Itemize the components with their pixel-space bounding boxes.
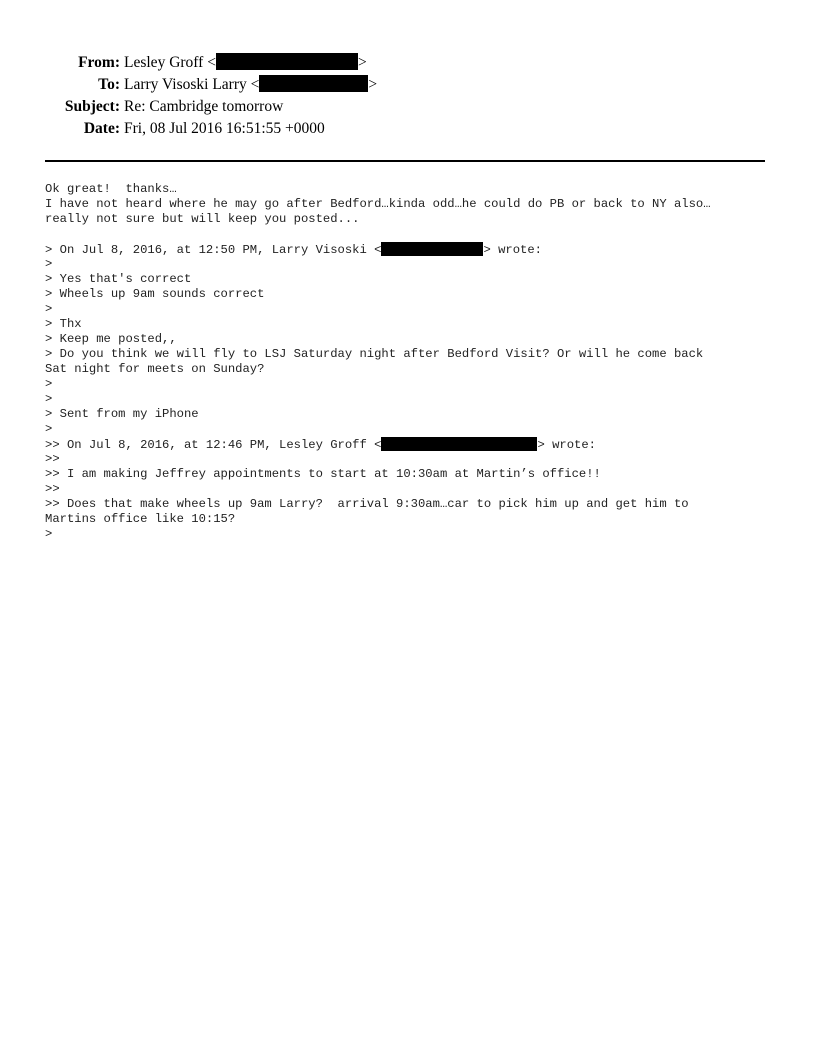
quote-line: >> Does that make wheels up 9am Larry? arrival 9:30am…car to pick him up and get him to [45,497,689,511]
header-divider [45,160,765,162]
quote-line: > Sent from my iPhone [45,407,199,421]
quote-line: > [45,257,53,271]
subject-row [0,96,816,118]
quote-line: > [45,422,53,436]
quote-line: > [45,377,53,391]
body-line: really not sure but will keep you posted... [45,212,360,226]
quote-line: Martins office like 10:15? [45,512,236,526]
subject-label: Subject: [64,98,120,115]
quote1-header-pre: > On Jul 8, 2016, at 12:50 PM, Larry Visoski < [45,243,382,257]
date-label: Date: [83,120,120,137]
to-value [124,74,377,96]
from-row [0,52,816,74]
quote-line: >> [45,452,60,466]
quote2-header-post: > wrote: [537,438,596,452]
subject-value: Re: Cambridge tomorrow [124,98,284,115]
redaction-box [259,75,368,92]
to-label: To: [98,76,120,93]
redaction-box [381,242,483,256]
redaction-box [216,53,358,70]
date-value: Fri, 08 Jul 2016 16:51:55 +0000 [124,120,325,137]
quote-line: >> [45,482,60,496]
quote2-header-pre: >> On Jul 8, 2016, at 12:46 PM, Lesley Groff < [45,438,382,452]
redaction-box [381,437,537,451]
quote-line: > [45,302,53,316]
quote1-header-post: > wrote: [483,243,542,257]
from-name: Lesley Groff < [124,54,216,71]
quote2-header [45,437,770,452]
email-header [0,52,816,140]
to-row [0,74,816,96]
body-line [45,227,770,242]
quote-line: Sat night for meets on Sunday? [45,362,265,376]
quote-line: >> I am making Jeffrey appointments to start at 10:30am at Martin’s office!! [45,467,601,481]
from-value [124,52,367,74]
quote-line: > Do you think we will fly to LSJ Saturday night after Bedford Visit? Or will he come back [45,347,704,361]
from-close: > [357,54,367,71]
to-close: > [368,76,378,93]
body-line: Ok great! thanks… [45,182,177,196]
quote1-header [45,242,770,257]
quote-line: > Wheels up 9am sounds correct [45,287,265,301]
body-line: I have not heard where he may go after Bedford…kinda odd…he could do PB or back to NY also… [45,197,711,211]
quote-line: > Yes that's correct [45,272,192,286]
quote-line: > [45,527,53,541]
quote-line: > Thx [45,317,82,331]
quote-line: > Keep me posted,, [45,332,177,346]
to-name: Larry Visoski Larry < [124,76,260,93]
from-label: From: [78,54,120,71]
quote-line: > [45,392,53,406]
date-row [0,118,816,140]
email-body [45,182,770,542]
